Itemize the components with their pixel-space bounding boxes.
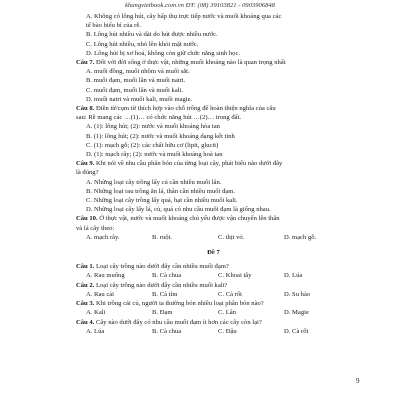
question-text-cont: là đúng? [76, 169, 99, 177]
option-row [76, 308, 351, 317]
option-text: D. Những loại cây lấy lá, củ, quả có nhu cầu muối đạm là giống nhau. [86, 206, 271, 214]
option-text: D. Magie [284, 309, 309, 317]
option-text: D. muối natri và muối kali, muối magie. [86, 95, 193, 103]
option-text: C. (1): mạch gỗ; (2): các chất hữu cơ (lipit, glucit) [86, 141, 219, 149]
section-title: Đề 7 [207, 249, 220, 257]
question-d7-3 [76, 299, 351, 308]
question-text: Loại cây trồng nào dưới đây cần nhiều muối kali? [94, 281, 228, 289]
question-text: Điền từ/cụm từ thích hợp vào chỗ trống để hoàn thiện nghĩa của câu [94, 105, 276, 113]
option-row [76, 327, 351, 336]
question-number: Câu 8. [76, 105, 95, 113]
option-row [76, 290, 351, 299]
option-text: D. Cà rốt [284, 327, 309, 335]
option-text: B. Cà chua [152, 272, 182, 280]
question-text: Ở thực vật, nước và muối khoáng chủ yếu được vận chuyển lên thân [97, 215, 280, 223]
question-text: Đối với đời sống ở thực vật, những muối khoáng nào là quan trọng nhất [94, 59, 286, 67]
question-d7-1 [76, 262, 351, 271]
option-text: A. Không có lông hút, cây hấp thụ trực tiếp nước và muối khoáng qua các [86, 13, 282, 20]
page-number: 9 [356, 377, 360, 385]
question-text: Loại cây trồng nào dưới đây cần nhiều muối đạm? [94, 263, 229, 271]
option-text: B. muối đạm, muối lân và muối natri. [86, 77, 186, 85]
option-text: B. Lông hút nhiều và dài do hút được nhiều nước. [86, 31, 218, 39]
question-text-cont: và lá cây theo: [76, 224, 115, 232]
option-text: B. Những loại rau trồng ăn lá, thân cần nhiều muối đạm. [86, 187, 235, 195]
option-text: C. muối đạm, muối lân và muối kali. [86, 86, 184, 94]
option-text: D. Su hào [284, 290, 311, 298]
option-text: A. muối đồng, muối nhôm và muối sắt. [86, 68, 190, 76]
page-content [76, 12, 351, 336]
question-number: Câu 3. [76, 300, 95, 308]
question-number: Câu 4. [76, 318, 95, 326]
question-text: Khi trồng cải củ, người ta thường bón nhiều loại phân bón nào? [94, 300, 264, 308]
question-number: Câu 2. [76, 281, 95, 289]
question-10 [76, 214, 351, 223]
question-number: Câu 10. [76, 215, 98, 223]
option-text: A. (1): lông hút; (2): nước và muối khoáng hòa tan [86, 123, 220, 131]
option-text: C. Những loại cây trồng lấy quả, hạt cần nhiều muối kali. [86, 197, 238, 205]
option-text: A. mạch rây. [86, 233, 120, 241]
option-row [76, 271, 351, 280]
option-text: C. Lông hút nhiều, nhỏ lên khỏi mặt nước. [86, 40, 199, 48]
page-header: khangvietbook.com.vn ĐT: (08) 39103821 - 0903906848 [125, 2, 275, 9]
option-text: B. Đạm [152, 309, 173, 317]
option-text: C. Cà rốt [218, 290, 242, 298]
option-text: A. Rau cải [86, 290, 115, 298]
option-text: C. Đậu [218, 327, 237, 335]
option-text: D. Lúa [284, 272, 303, 280]
option-text: C. Khoai tây [218, 272, 252, 280]
option-text: tế bào biểu bì của rễ. [86, 22, 141, 30]
question-text-cont: sau: Rễ mang các …(1)… có chức năng hút …(2)… trong đất. [76, 114, 242, 122]
question-text: Khi nói về nhu cầu phân bón của từng loại cây, phát biểu nào dưới đây [94, 160, 283, 168]
question-9 [76, 159, 351, 168]
question-text: Cây nào dưới đây có nhu cầu muối đạm ít hơn các cây còn lại? [94, 318, 262, 326]
option-text: D. mạch gỗ. [284, 233, 317, 241]
option-text: B. Cà tím [152, 290, 178, 298]
question-number: Câu 9. [76, 160, 95, 168]
option-text: B. Cà chua [152, 327, 182, 335]
option-text: A. Lúa [86, 327, 105, 335]
option-text: A. Kali [86, 309, 106, 317]
option-text: D. Lông hút bị xơ hoá, không còn giữ chức năng sinh học. [86, 49, 241, 57]
question-8 [76, 104, 351, 113]
option-text: A. Rau muống [86, 272, 125, 280]
option-row [76, 233, 351, 242]
option-text: C. Lân [218, 309, 236, 317]
option-text: B. ruột. [152, 233, 172, 241]
option-text: C. thịt vỏ. [218, 233, 245, 241]
question-number: Câu 1. [76, 263, 95, 271]
option-text: D. (1): mạch rây; (2): nước và muối khoáng hoà tan [86, 151, 223, 159]
question-number: Câu 7. [76, 59, 95, 67]
question-d7-2 [76, 281, 351, 290]
question-d7-4 [76, 318, 351, 327]
option-text: A. Những loại cây trồng lấy củ cần nhiều muối lân. [86, 178, 222, 186]
question-7 [76, 58, 351, 67]
option-text: B. (1): lông hút; (2): nước và muối khoáng dạng kết tinh [86, 132, 235, 140]
